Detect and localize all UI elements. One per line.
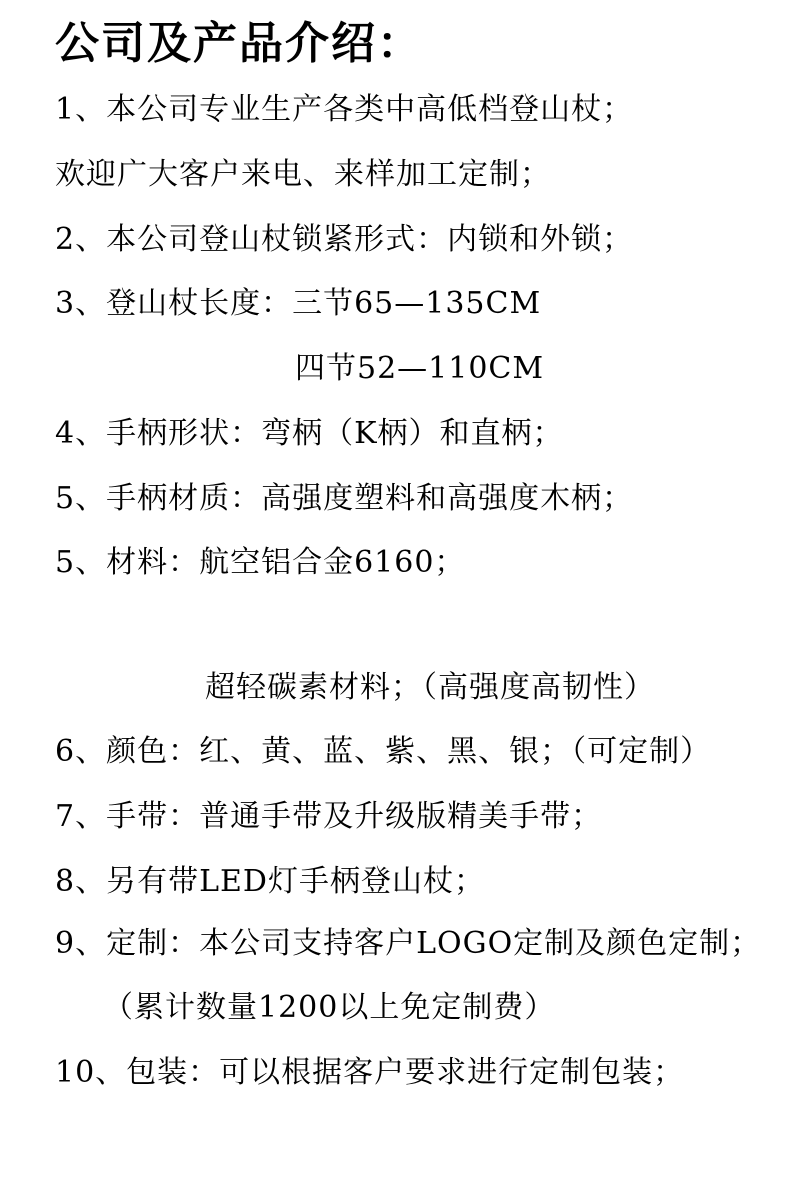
item-1-line: 1、本公司专业生产各类中高低档登山杖； [55, 92, 634, 127]
item-9-line: 9、定制：本公司支持客户LOGO定制及颜色定制； [55, 926, 762, 961]
document-title: 公司及产品介绍： [55, 18, 423, 69]
item-2-line: 2、本公司登山杖锁紧形式：内锁和外锁； [55, 222, 634, 257]
item-5-handle-line: 5、手柄材质：高强度塑料和高强度木柄； [55, 481, 634, 516]
item-9-continuation-line: （累计数量1200以上免定制费） [103, 990, 556, 1025]
item-1-continuation-line: 欢迎广大客户来电、来样加工定制； [55, 157, 551, 192]
item-10-line: 10、包装：可以根据客户要求进行定制包装； [55, 1055, 685, 1090]
item-6-line: 6、颜色：红、黄、蓝、紫、黑、银；（可定制） [55, 734, 712, 769]
item-3-line: 3、登山杖长度：三节65—135CM [55, 286, 542, 321]
item-5-material-line: 5、材料：航空铝合金6160； [55, 545, 466, 580]
item-4-line: 4、手柄形状：弯柄（K柄）和直柄； [55, 416, 564, 451]
item-8-line: 8、另有带LED灯手柄登山杖； [55, 864, 485, 899]
item-5-material-continuation-line: 超轻碳素材料；（高强度高韧性） [205, 670, 655, 705]
item-7-line: 7、手带：普通手带及升级版精美手带； [55, 799, 603, 834]
item-3-continuation-line: 四节52—110CM [295, 351, 545, 386]
